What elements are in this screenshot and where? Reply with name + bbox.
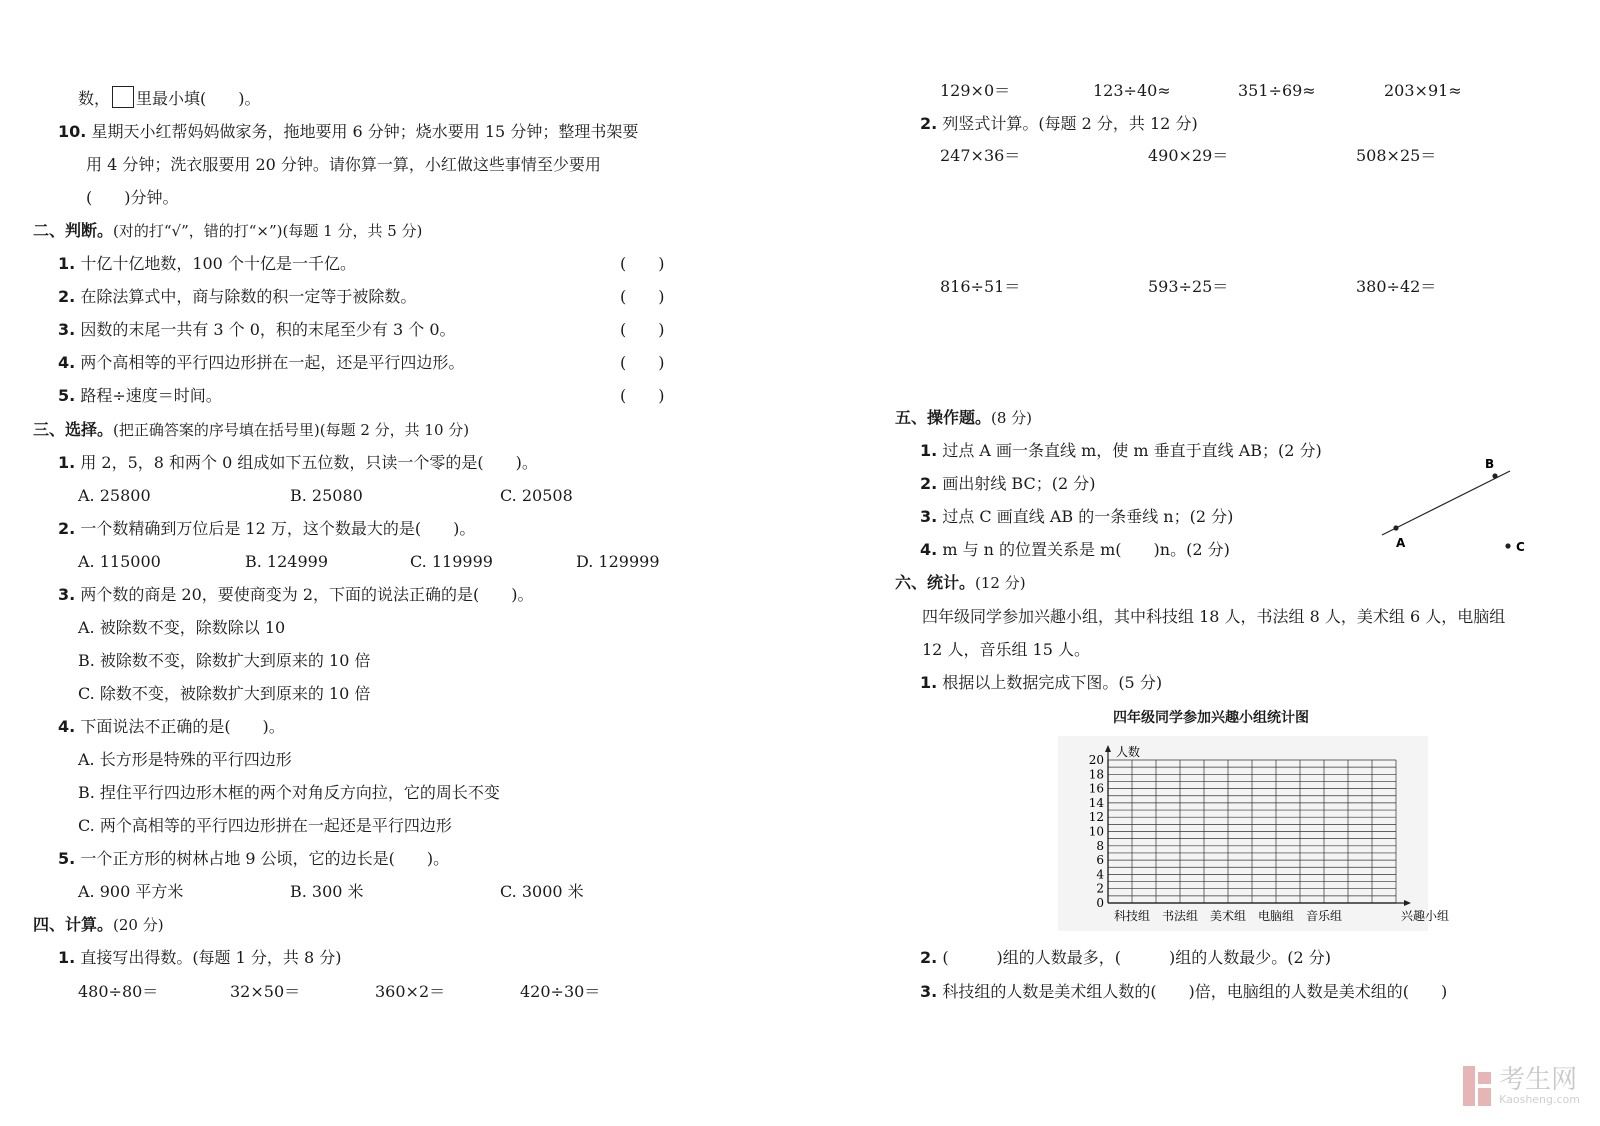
judgement-answer-blank[interactable]: ( ): [620, 353, 665, 372]
choice-q1: [58, 453, 538, 473]
x-category-label: 书法组: [1161, 909, 1199, 923]
y-tick-label: 8: [1096, 838, 1104, 853]
stats-paragraph-2: 12 人，音乐组 15 人。: [922, 640, 1090, 659]
section-5-heading: [895, 408, 1032, 428]
judgement-item-5: [58, 386, 222, 406]
point-a-dot: [1393, 525, 1398, 530]
choice-q4-text: 下面说法不正确的是( )。: [80, 717, 285, 736]
choice-q2-number: 2.: [58, 519, 76, 538]
oral-calc-1: 480÷80＝: [78, 982, 159, 1001]
operation-item-2: [920, 474, 1095, 494]
choice-q2-text: 一个数精确到万位后是 12 万，这个数最大的是( )。: [80, 519, 476, 538]
point-c-label: C: [1516, 540, 1525, 554]
operation-text: 画出射线 BC；(2 分): [942, 474, 1096, 493]
judgement-answer-blank[interactable]: ( ): [620, 287, 665, 306]
chart-title: 四年级同学参加兴趣小组统计图: [1113, 710, 1309, 726]
section-4-note: (20 分): [113, 916, 164, 934]
choice-q3: [58, 585, 534, 605]
operation-number: 2.: [920, 474, 938, 493]
operation-text: 过点 C 画直线 AB 的一条垂线 n；(2 分): [942, 507, 1234, 526]
q10-line1: [58, 122, 638, 142]
choice-q4-opt-c: C. 两个高相等的平行四边形拼在一起还是平行四边形: [78, 816, 452, 835]
oral-calc-8: 203×91≈: [1384, 81, 1462, 100]
geometry-figure: [1368, 445, 1548, 570]
watermark-logo-icon: [1461, 1064, 1493, 1108]
y-axis-label: 人数: [1116, 745, 1141, 759]
point-c-dot: [1505, 543, 1510, 548]
stats-q1: [920, 673, 1162, 693]
stats-q3: [920, 982, 1447, 1002]
q10-line2: 用 4 分钟；洗衣服要用 20 分钟。请你算一算，小红做这些事情至少要用: [86, 155, 601, 174]
choice-q2-opt-c: C. 119999: [410, 552, 493, 571]
section-6-heading: [895, 573, 1026, 593]
choice-q1-opt-a: A. 25800: [78, 486, 151, 505]
q9-tail: [78, 86, 261, 109]
choice-q1-text: 用 2，5，8 和两个 0 组成如下五位数，只读一个零的是( )。: [80, 453, 538, 472]
calc-q2: [920, 114, 1198, 134]
point-b-label: B: [1485, 457, 1495, 471]
oral-calc-6: 123÷40≈: [1093, 81, 1171, 100]
point-b-dot: [1492, 473, 1497, 478]
x-axis-label: 兴趣小组: [1401, 909, 1450, 923]
choice-q5: [58, 849, 449, 869]
choice-q5-text: 一个正方形的树林占地 9 公顷，它的边长是( )。: [80, 849, 450, 868]
choice-q3-opt-b: B. 被除数不变，除数扩大到原来的 10 倍: [78, 651, 371, 670]
judgement-answer-blank[interactable]: ( ): [620, 320, 665, 339]
y-tick-label: 4: [1096, 867, 1104, 882]
watermark-brand: 考生网: [1499, 1065, 1578, 1095]
choice-q3-text: 两个数的商是 20，要使商变为 2，下面的说法正确的是( )。: [80, 585, 534, 604]
stats-q2-text: ( )组的人数最多，( )组的人数最少。(2 分): [942, 948, 1332, 967]
calc-q1-text: 直接写出得数。(每题 1 分，共 8 分): [80, 948, 342, 967]
x-category-label: 电脑组: [1257, 909, 1295, 923]
line-ab: [1382, 471, 1510, 535]
x-category-label: 科技组: [1113, 909, 1151, 923]
q9-tail-text2: 里最小填( )。: [136, 89, 261, 108]
y-tick-label: 0: [1096, 896, 1104, 910]
judgement-text: 在除法算式中，商与除数的积一定等于被除数。: [80, 287, 417, 306]
calc-q2-number: 2.: [920, 114, 938, 133]
stats-q3-number: 3.: [920, 982, 938, 1001]
judgement-item-1: [58, 254, 356, 274]
operation-text: m 与 n 的位置关系是 m( )n。(2 分): [942, 540, 1230, 559]
stats-q2-number: 2.: [920, 948, 938, 967]
operation-item-4: [920, 540, 1230, 560]
choice-q1-opt-c: C. 20508: [500, 486, 573, 505]
y-tick-label: 14: [1088, 795, 1104, 810]
judgement-text: 因数的末尾一共有 3 个 0，积的末尾至少有 3 个 0。: [80, 320, 456, 339]
choice-q2-opt-a: A. 115000: [78, 552, 161, 571]
section-4-heading: [33, 915, 164, 935]
right-page: [800, 0, 1600, 1126]
choice-q2-opt-b: B. 124999: [245, 552, 329, 571]
y-tick-label: 12: [1088, 810, 1104, 825]
oral-calc-2: 32×50＝: [230, 982, 301, 1001]
watermark: [1461, 1064, 1580, 1108]
oral-calc-5: 129×0＝: [940, 81, 1011, 100]
stats-q2: [920, 948, 1331, 968]
choice-q3-opt-a: A. 被除数不变，除数除以 10: [78, 618, 286, 637]
oral-calc-4: 420÷30＝: [520, 982, 601, 1001]
oral-calc-3: 360×2＝: [375, 982, 446, 1001]
y-tick-label: 6: [1096, 853, 1104, 868]
y-tick-label: 18: [1088, 767, 1104, 782]
choice-q1-opt-b: B. 25080: [290, 486, 363, 505]
point-a-label: A: [1396, 536, 1406, 550]
stats-paragraph-1: 四年级同学参加兴趣小组，其中科技组 18 人，书法组 8 人，美术组 6 人，电脑组: [922, 607, 1506, 626]
vertical-calc-4: 816÷51＝: [940, 277, 1021, 296]
judgement-number: 2.: [58, 287, 76, 306]
judgement-answer-blank[interactable]: ( ): [620, 254, 665, 273]
judgement-number: 1.: [58, 254, 76, 273]
vertical-calc-1: 247×36＝: [940, 146, 1021, 165]
judgement-number: 4.: [58, 353, 76, 372]
operation-number: 4.: [920, 540, 938, 559]
choice-q2: [58, 519, 475, 539]
x-category-label: 美术组: [1209, 909, 1247, 923]
y-tick-label: 16: [1088, 781, 1104, 796]
watermark-text-block: [1499, 1066, 1580, 1106]
choice-q1-number: 1.: [58, 453, 76, 472]
choice-q3-number: 3.: [58, 585, 76, 604]
section-3-heading: [33, 420, 469, 440]
section-5-note: (8 分): [991, 409, 1033, 427]
q10-line3: ( )分钟。: [86, 188, 179, 207]
choice-q2-opt-d: D. 129999: [576, 552, 660, 571]
choice-q4-opt-a: A. 长方形是特殊的平行四边形: [78, 750, 292, 769]
stats-q1-text: 根据以上数据完成下图。(5 分): [942, 673, 1163, 692]
operation-item-1: [920, 441, 1322, 461]
judgement-text: 十亿十亿地数，100 个十亿是一千亿。: [80, 254, 356, 273]
section-2-note: (对的打“√”，错的打“×”)(每题 1 分，共 5 分): [113, 222, 423, 240]
section-6-title: 六、统计。: [895, 573, 976, 592]
stats-q3-text: 科技组的人数是美术组人数的( )倍，电脑组的人数是美术组的( ): [942, 982, 1448, 1001]
y-tick-label: 20: [1088, 753, 1104, 767]
operation-text: 过点 A 画一条直线 m，使 m 垂直于直线 AB；(2 分): [942, 441, 1322, 460]
y-tick-label: 10: [1088, 824, 1104, 839]
stats-q1-number: 1.: [920, 673, 938, 692]
judgement-item-4: [58, 353, 464, 373]
judgement-number: 3.: [58, 320, 76, 339]
judgement-number: 5.: [58, 386, 76, 405]
blank-box: [112, 86, 134, 108]
judgement-text: 路程÷速度＝时间。: [80, 386, 222, 405]
choice-q3-opt-c: C. 除数不变，被除数扩大到原来的 10 倍: [78, 684, 371, 703]
calc-q2-text: 列竖式计算。(每题 2 分，共 12 分): [942, 114, 1198, 133]
vertical-calc-6: 380÷42＝: [1356, 277, 1437, 296]
section-3-title: 三、选择。: [33, 420, 114, 439]
choice-q4-number: 4.: [58, 717, 76, 736]
vertical-calc-2: 490×29＝: [1148, 146, 1229, 165]
judgement-answer-blank[interactable]: ( ): [620, 386, 665, 405]
bar-chart-grid: [1058, 736, 1450, 931]
watermark-domain: Kaosheng.com: [1499, 1093, 1580, 1106]
operation-item-3: [920, 507, 1233, 527]
section-5-title: 五、操作题。: [895, 408, 992, 427]
choice-q5-opt-b: B. 300 米: [290, 882, 364, 901]
choice-q4-opt-b: B. 捏住平行四边形木框的两个对角反方向拉，它的周长不变: [78, 783, 500, 802]
q10-number: 10.: [58, 122, 87, 141]
choice-q5-number: 5.: [58, 849, 76, 868]
section-6-note: (12 分): [975, 574, 1026, 592]
y-tick-label: 2: [1096, 881, 1104, 896]
judgement-item-3: [58, 320, 456, 340]
judgement-item-2: [58, 287, 416, 307]
q9-tail-text: 数，: [78, 89, 111, 108]
choice-q4: [58, 717, 285, 737]
calc-q1-number: 1.: [58, 948, 76, 967]
section-2-title: 二、判断。: [33, 221, 114, 240]
oral-calc-7: 351÷69≈: [1238, 81, 1316, 100]
q10-text1: 星期天小红帮妈妈做家务，拖地要用 6 分钟；烧水要用 15 分钟；整理书架要: [91, 122, 639, 141]
section-4-title: 四、计算。: [33, 915, 114, 934]
choice-q5-opt-a: A. 900 平方米: [78, 882, 184, 901]
calc-q1: [58, 948, 342, 968]
x-category-label: 音乐组: [1305, 909, 1343, 923]
vertical-calc-3: 508×25＝: [1356, 146, 1437, 165]
vertical-calc-5: 593÷25＝: [1148, 277, 1229, 296]
section-3-note: (把正确答案的序号填在括号里)(每题 2 分，共 10 分): [113, 421, 470, 439]
judgement-text: 两个高相等的平行四边形拼在一起，还是平行四边形。: [80, 353, 465, 372]
section-2-heading: [33, 221, 422, 241]
operation-number: 1.: [920, 441, 938, 460]
operation-number: 3.: [920, 507, 938, 526]
choice-q5-opt-c: C. 3000 米: [500, 882, 584, 901]
chart-background: [1058, 736, 1428, 931]
